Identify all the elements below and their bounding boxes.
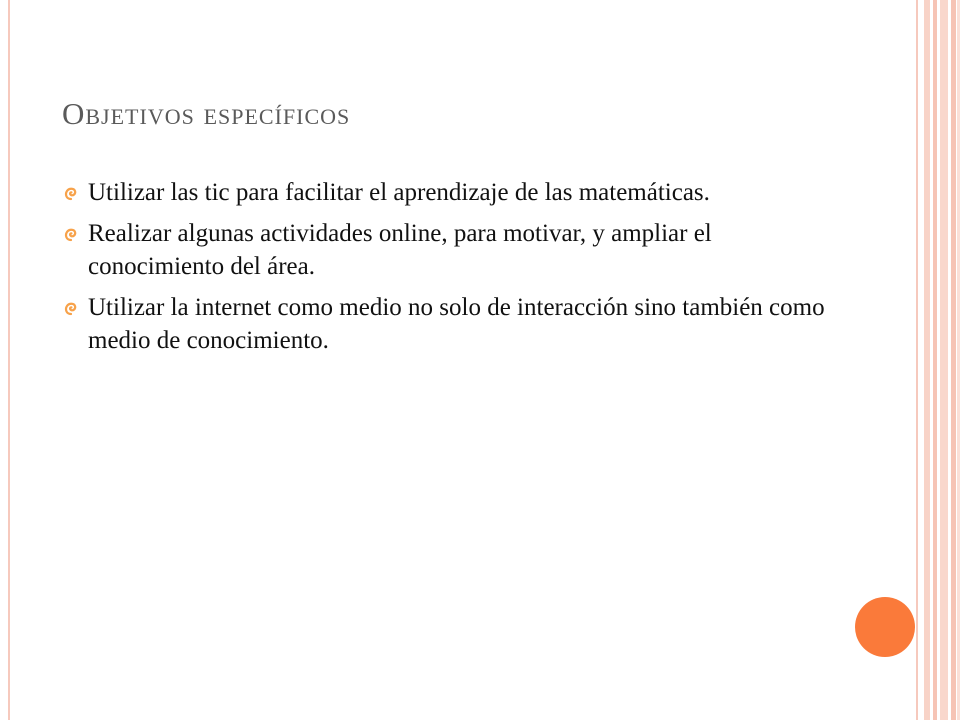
bullet-text: Utilizar las tic para facilitar el aprendizaje de las matemáticas. (88, 179, 710, 206)
right-frame-line (916, 0, 918, 720)
left-frame-line (8, 0, 10, 720)
decorative-stripe (940, 0, 948, 720)
decorative-stripe (924, 0, 930, 720)
bullet-item (62, 217, 842, 283)
bullet-text: Utilizar la internet como medio no solo de interacción sino también como medio de conocimiento. (88, 294, 825, 354)
bullet-text: Realizar algunas actividades online, para motivar, y ampliar el conocimiento del área. (88, 220, 712, 280)
accent-circle (855, 597, 915, 657)
swirl-bullet-icon (62, 184, 80, 202)
bullet-list (62, 176, 842, 365)
swirl-bullet-icon (62, 299, 80, 317)
decorative-stripe (951, 0, 956, 720)
swirl-bullet-icon (62, 225, 80, 243)
slide-title: Objetivos específicos (62, 96, 351, 131)
bullet-item (62, 291, 842, 357)
decorative-stripe (933, 0, 937, 720)
bullet-item (62, 176, 842, 209)
